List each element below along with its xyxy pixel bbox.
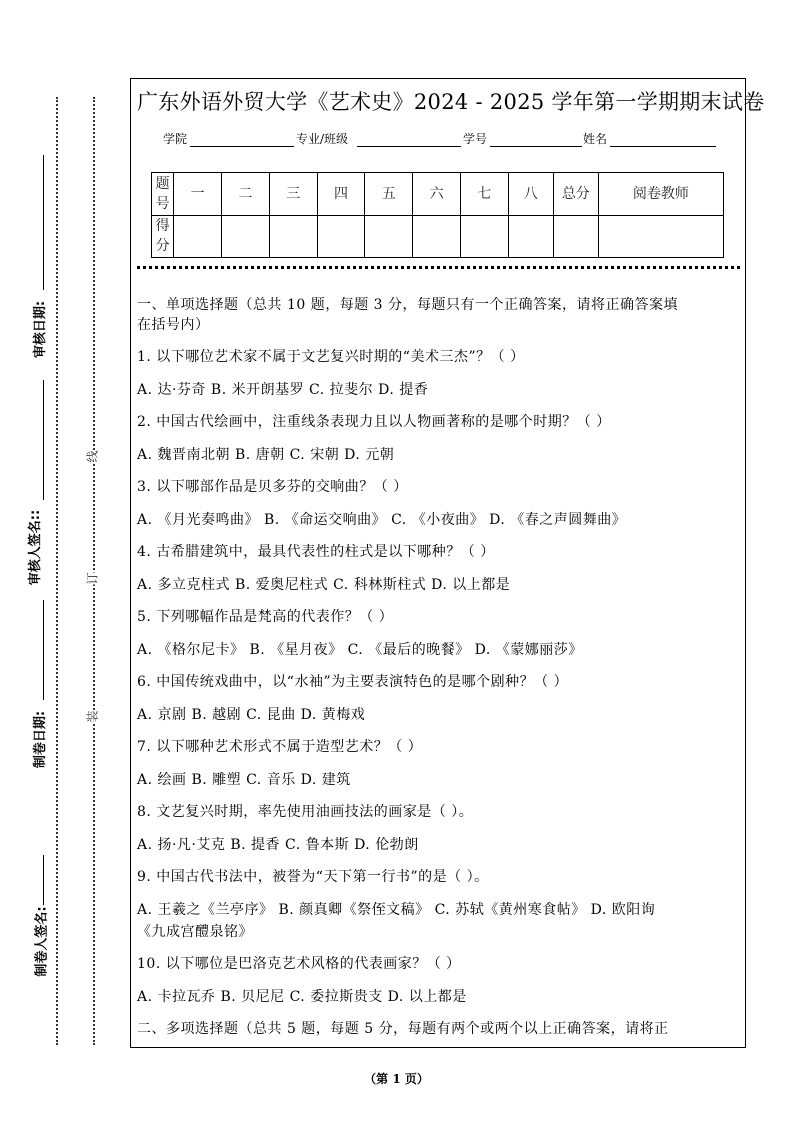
exam-title: 广东外语外贸大学《艺术史》2024 - 2025 学年第一学期期末试卷 <box>137 90 765 114</box>
score-cell[interactable] <box>460 215 508 258</box>
answer-options: A. 魏晋南北朝 B. 唐朝 C. 宋朝 D. 元朝 <box>137 447 395 463</box>
maker-signature-line <box>43 855 44 905</box>
reviewer-signature-line <box>43 380 44 500</box>
score-cell[interactable] <box>413 215 461 258</box>
answer-options: A. 王羲之《兰亭序》 B. 颜真卿《祭侄文稿》 C. 苏轼《黄州寒食帖》 D. 欧阳询 <box>137 902 656 918</box>
answer-options: 《九成宫醴泉铭》 <box>137 924 253 940</box>
reviewer-date-line <box>43 155 44 290</box>
score-cell[interactable] <box>269 215 317 258</box>
major-field[interactable] <box>357 146 461 147</box>
bind-mark-xian: 线 <box>85 450 100 463</box>
maker-date-line <box>43 600 44 700</box>
table-row <box>152 215 724 258</box>
col-header: 阅卷教师 <box>598 173 723 216</box>
col-header: 八 <box>508 173 553 216</box>
name-label: 姓名 <box>583 132 608 146</box>
col-header: 总分 <box>553 173 598 216</box>
score-cell[interactable] <box>317 215 365 258</box>
answer-options: A. 多立克柱式 B. 爱奥尼柱式 C. 科林斯柱式 D. 以上都是 <box>137 577 511 593</box>
question-text: 8. 文艺复兴时期，率先使用油画技法的画家是（ ）。 <box>137 804 474 820</box>
score-cell[interactable] <box>553 215 598 258</box>
col-header: 四 <box>317 173 365 216</box>
page-number: （第 1 页） <box>364 1072 429 1086</box>
seal-line-inner <box>93 97 95 1045</box>
row-label: 得分 <box>152 215 174 258</box>
section-heading: 在括号内） <box>137 317 210 333</box>
score-cell[interactable] <box>174 215 222 258</box>
score-cell[interactable] <box>598 215 723 258</box>
answer-options: A. 《月光奏鸣曲》 B. 《命运交响曲》 C. 《小夜曲》 D. 《春之声圆舞曲》 <box>137 512 627 528</box>
major-label: 专业/班级 <box>296 132 349 146</box>
question-text: 6. 中国传统戏曲中，以“水袖”为主要表演特色的是哪个剧种？（ ） <box>137 674 569 690</box>
bind-mark-zhuang: 装 <box>85 710 100 723</box>
col-header: 六 <box>413 173 461 216</box>
college-field[interactable] <box>190 146 294 147</box>
answer-options: A. 《格尔尼卡》 B. 《星月夜》 C. 《最后的晚餐》 D. 《蒙娜丽莎》 <box>137 642 583 658</box>
maker-signature-label: 制卷人签名: <box>34 906 50 977</box>
reviewer-signature-label: 审核人签名:: <box>28 509 44 586</box>
answer-options: A. 卡拉瓦乔 B. 贝尼尼 C. 委拉斯贵支 D. 以上都是 <box>137 989 467 1005</box>
answer-options: A. 扬·凡·艾克 B. 提香 C. 鲁本斯 D. 伦勃朗 <box>137 837 419 853</box>
maker-date-label: 制卷日期: <box>33 710 49 769</box>
row-label: 题号 <box>152 173 174 216</box>
answer-options: A. 达·芬奇 B. 米开朗基罗 C. 拉斐尔 D. 提香 <box>137 382 429 398</box>
col-header: 七 <box>460 173 508 216</box>
col-header: 二 <box>222 173 270 216</box>
answer-options: A. 京剧 B. 越剧 C. 昆曲 D. 黄梅戏 <box>137 707 366 723</box>
question-text: 9. 中国古代书法中，被誉为“天下第一行书”的是（ ）。 <box>137 869 489 885</box>
college-label: 学院 <box>163 132 188 146</box>
student-id-label: 学号 <box>463 132 488 146</box>
question-text: 4. 古希腊建筑中，最具代表性的柱式是以下哪种？（ ） <box>137 544 495 560</box>
score-cell[interactable] <box>222 215 270 258</box>
seal-line-outer <box>56 97 58 1045</box>
score-cell[interactable] <box>365 215 413 258</box>
table-row <box>152 173 724 216</box>
question-text: 2. 中国古代绘画中，注重线条表现力且以人物画著称的是哪个时期？（ ） <box>137 414 611 430</box>
section-heading: 一、单项选择题（总共 10 题，每题 3 分，每题只有一个正确答案，请将正确答案填 <box>137 297 679 313</box>
answer-options: A. 绘画 B. 雕塑 C. 音乐 D. 建筑 <box>137 772 351 788</box>
question-text: 1. 以下哪位艺术家不属于文艺复兴时期的“美术三杰”？（ ） <box>137 349 525 365</box>
col-header: 三 <box>269 173 317 216</box>
section-heading: 二、多项选择题（总共 5 题，每题 5 分，每题有两个或两个以上正确答案，请将正 <box>137 1021 669 1037</box>
student-id-field[interactable] <box>490 146 582 147</box>
question-text: 5. 下列哪幅作品是梵高的代表作？（ ） <box>137 609 394 625</box>
col-header: 一 <box>174 173 222 216</box>
question-text: 3. 以下哪部作品是贝多芬的交响曲？（ ） <box>137 479 408 495</box>
dotted-separator <box>137 266 740 269</box>
question-text: 10. 以下哪位是巴洛克艺术风格的代表画家？（ ） <box>137 956 461 972</box>
question-text: 7. 以下哪种艺术形式不属于造型艺术？（ ） <box>137 739 423 755</box>
score-cell[interactable] <box>508 215 553 258</box>
reviewer-date-label: 审核日期: <box>33 300 49 359</box>
name-field[interactable] <box>610 146 716 147</box>
score-table <box>151 172 724 258</box>
bind-mark-ding: 订 <box>85 572 100 585</box>
col-header: 五 <box>365 173 413 216</box>
